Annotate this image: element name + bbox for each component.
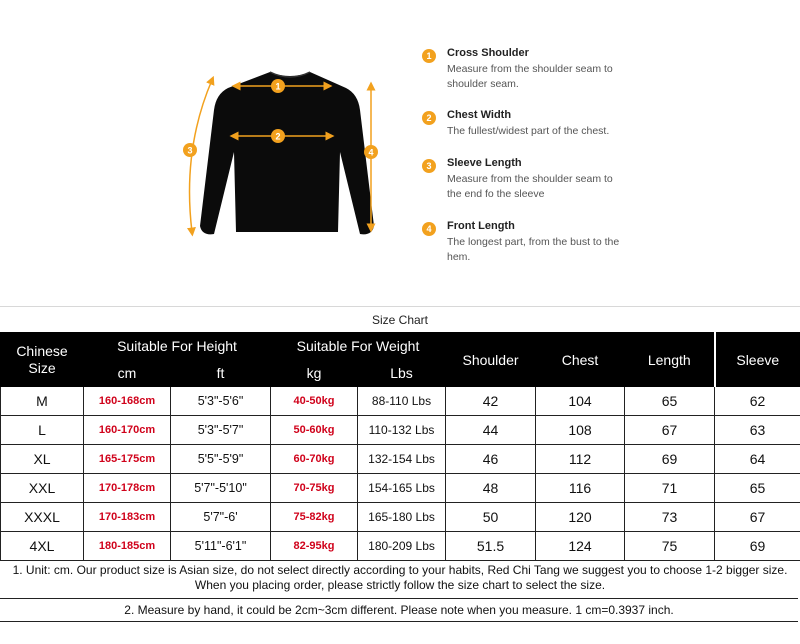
table-row [1, 387, 800, 416]
cell-height-ft: 5'5"-5'9" [171, 445, 271, 474]
cell-size: XXL [1, 474, 84, 503]
cell-height-cm: 180-185cm [84, 532, 171, 561]
cell-height-ft: 5'3"-5'7" [171, 416, 271, 445]
sweater-diagram [0, 0, 800, 310]
svg-text:1: 1 [275, 81, 281, 92]
guide-description: Measure from the shoulder seam to the end fo the sleeve [447, 173, 613, 200]
table-row [1, 532, 800, 561]
cell-sleeve: 64 [715, 445, 800, 474]
header-sleeve: Sleeve [715, 333, 800, 387]
table-row [1, 416, 800, 445]
size-table [0, 332, 800, 561]
table-row [1, 503, 800, 532]
cell-size: XXXL [1, 503, 84, 532]
header-ft: ft [171, 359, 271, 387]
cell-sleeve: 65 [715, 474, 800, 503]
svg-text:4: 4 [368, 147, 374, 158]
header-kg: kg [271, 359, 358, 387]
cell-shoulder: 42 [446, 387, 536, 416]
cell-weight-kg: 60-70kg [271, 445, 358, 474]
number-badge-4: 4 [422, 222, 436, 236]
divider [0, 306, 800, 307]
cell-sleeve: 69 [715, 532, 800, 561]
guide-description: The longest part, from the bust to the hem. [447, 236, 620, 263]
cell-chest: 108 [536, 416, 625, 445]
guide-title: Front Length [447, 220, 515, 232]
cell-weight-lbs: 154-165 Lbs [358, 474, 446, 503]
cell-chest: 104 [536, 387, 625, 416]
header-height: Suitable For Height [84, 333, 271, 359]
cell-weight-lbs: 165-180 Lbs [358, 503, 446, 532]
header-cm: cm [84, 359, 171, 387]
cell-sleeve: 63 [715, 416, 800, 445]
cell-weight-kg: 82-95kg [271, 532, 358, 561]
header-chinese-size: Chinese Size [1, 333, 84, 387]
svg-text:2: 2 [275, 131, 281, 142]
note-1-line-1: 1. Unit: cm. Our product size is Asian size, do not select directly according to your habits, Red Chi Tang we suggest you to choose 1-2 bigger size. [12, 563, 788, 577]
cell-sleeve: 62 [715, 387, 800, 416]
guide-description: Measure from the shoulder seam to shoulder seam. [447, 63, 613, 90]
note-1-line-2: When you placing order, please strictly follow the size chart to select the size. [194, 578, 606, 592]
cell-shoulder: 50 [446, 503, 536, 532]
cell-shoulder: 44 [446, 416, 536, 445]
cell-length: 65 [625, 387, 715, 416]
cell-chest: 120 [536, 503, 625, 532]
cell-weight-kg: 70-75kg [271, 474, 358, 503]
header-lbs: Lbs [358, 359, 446, 387]
size-chart-caption: Size Chart [371, 313, 429, 327]
guide-title: Chest Width [447, 109, 512, 121]
cell-length: 69 [625, 445, 715, 474]
cell-size: 4XL [1, 532, 84, 561]
cell-size: M [1, 387, 84, 416]
guide-title: Cross Shoulder [447, 47, 529, 59]
header-length: Length [625, 333, 715, 387]
cell-length: 73 [625, 503, 715, 532]
cell-weight-lbs: 180-209 Lbs [358, 532, 446, 561]
cell-chest: 116 [536, 474, 625, 503]
table-row [1, 445, 800, 474]
cell-chest: 112 [536, 445, 625, 474]
cell-size: L [1, 416, 84, 445]
number-badge-2: 2 [422, 111, 436, 125]
header-chest: Chest [536, 333, 625, 387]
cell-weight-kg: 50-60kg [271, 416, 358, 445]
cell-height-cm: 170-178cm [84, 474, 171, 503]
cell-height-ft: 5'3"-5'6" [171, 387, 271, 416]
cell-height-cm: 170-183cm [84, 503, 171, 532]
number-badge-3: 3 [422, 159, 436, 173]
cell-length: 67 [625, 416, 715, 445]
guide-title: Sleeve Length [447, 157, 522, 169]
cell-height-ft: 5'7"-6' [171, 503, 271, 532]
svg-text:3: 3 [187, 145, 193, 156]
cell-length: 71 [625, 474, 715, 503]
cell-weight-lbs: 88-110 Lbs [358, 387, 446, 416]
cell-length: 75 [625, 532, 715, 561]
guide-description: The fullest/widest part of the chest. [447, 125, 610, 137]
cell-size: XL [1, 445, 84, 474]
cell-chest: 124 [536, 532, 625, 561]
cell-weight-kg: 75-82kg [271, 503, 358, 532]
header-weight: Suitable For Weight [271, 333, 446, 359]
measurement-figure [0, 0, 800, 310]
sweater-icon [200, 72, 374, 234]
cell-weight-lbs: 132-154 Lbs [358, 445, 446, 474]
cell-height-cm: 165-175cm [84, 445, 171, 474]
cell-height-ft: 5'7"-5'10" [171, 474, 271, 503]
cell-sleeve: 67 [715, 503, 800, 532]
number-badge-1: 1 [422, 49, 436, 63]
cell-height-ft: 5'11"-6'1" [171, 532, 271, 561]
note-1 [0, 563, 800, 593]
header-shoulder: Shoulder [446, 333, 536, 387]
cell-shoulder: 51.5 [446, 532, 536, 561]
cell-weight-lbs: 110-132 Lbs [358, 416, 446, 445]
cell-height-cm: 160-168cm [84, 387, 171, 416]
note-2: 2. Measure by hand, it could be 2cm~3cm different. Please note when you measure. 1 cm=0.3937 inch. [0, 598, 798, 622]
table-row [1, 474, 800, 503]
cell-weight-kg: 40-50kg [271, 387, 358, 416]
cell-height-cm: 160-170cm [84, 416, 171, 445]
cell-shoulder: 48 [446, 474, 536, 503]
cell-shoulder: 46 [446, 445, 536, 474]
